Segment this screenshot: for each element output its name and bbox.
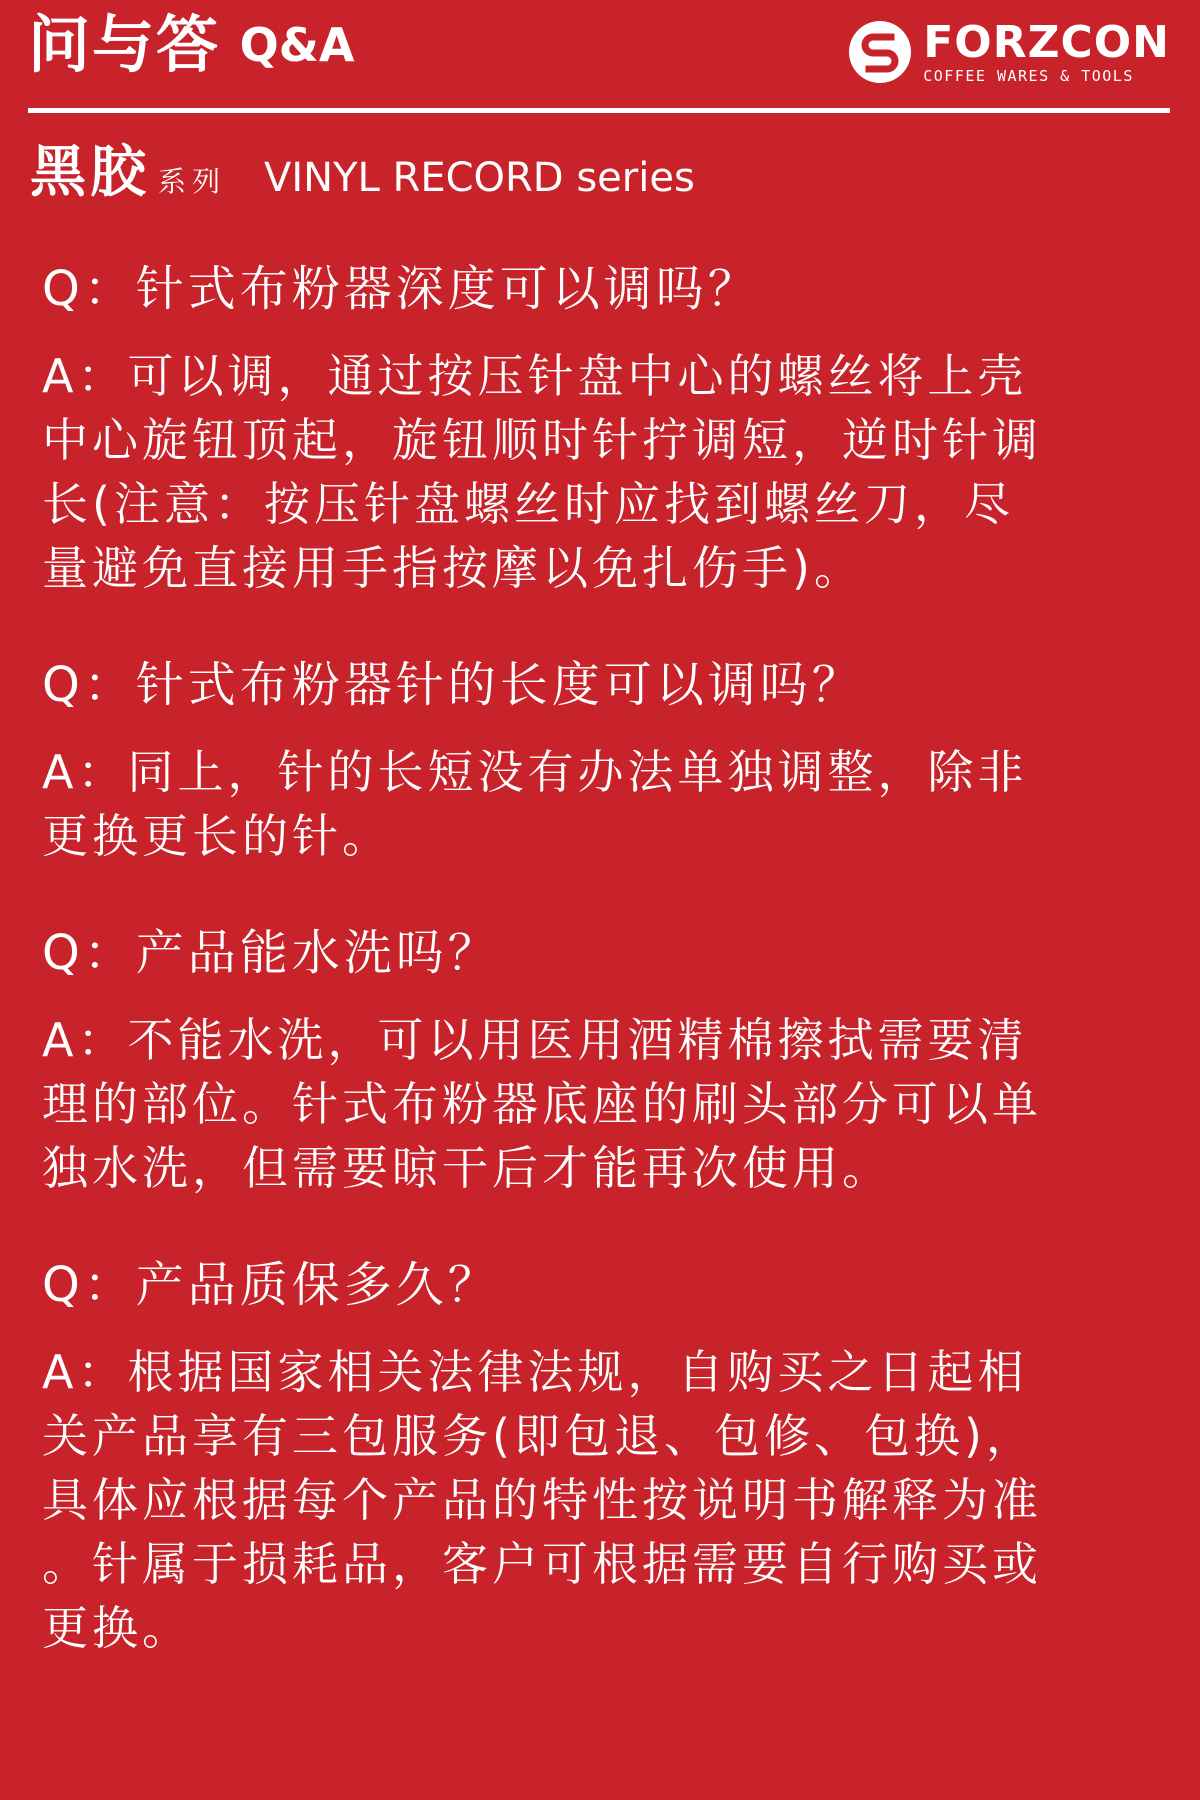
answer-line: A：根据国家相关法律法规，自购买之日起相 xyxy=(42,1345,1028,1399)
qa-list xyxy=(42,256,1162,1660)
qa-item xyxy=(42,920,1162,1200)
answer-line: A：同上，针的长短没有办法单独调整，除非 xyxy=(42,745,1028,799)
answer-line: A：可以调，通过按压针盘中心的螺丝将上壳 xyxy=(42,349,1028,403)
brand-name: FORZCON xyxy=(923,16,1170,68)
qa-item xyxy=(42,1252,1162,1660)
answer-line: 独水洗，但需要晾干后才能再次使用。 xyxy=(42,1141,892,1195)
question: Q：产品能水洗吗？ xyxy=(42,925,500,981)
answer xyxy=(42,1008,1162,1200)
qa-item xyxy=(42,256,1162,600)
series-heading xyxy=(30,128,695,205)
question: Q：针式布粉器深度可以调吗？ xyxy=(42,261,760,317)
answer-line: 具体应根据每个产品的特性按说明书解释为准 xyxy=(42,1473,1042,1527)
answer-line: 理的部位。针式布粉器底座的刷头部分可以单 xyxy=(42,1077,1042,1131)
brand-tagline: COFFEE WARES & TOOLS xyxy=(923,66,1134,85)
answer-line: 长(注意：按压针盘螺丝时应找到螺丝刀，尽 xyxy=(42,477,1014,531)
page-header xyxy=(28,8,1170,98)
series-suffix-cn: 系列 xyxy=(158,165,227,198)
brand-logo xyxy=(847,18,1170,86)
answer-line: 关产品享有三包服务(即包退、包修、包换)， xyxy=(42,1409,1036,1463)
brand-logo-icon xyxy=(847,19,913,85)
answer-line: 量避免直接用手指按摩以免扎伤手)。 xyxy=(42,541,864,595)
answer xyxy=(42,344,1162,600)
answer-line: 更换更长的针。 xyxy=(42,809,392,863)
question: Q：产品质保多久？ xyxy=(42,1257,500,1313)
answer-line: 中心旋钮顶起，旋钮顺时针拧调短，逆时针调 xyxy=(42,413,1042,467)
page-title xyxy=(28,8,355,81)
page-title-cn: 问与答 xyxy=(28,8,221,81)
series-name-en: VINYL RECORD series xyxy=(264,155,695,201)
answer xyxy=(42,740,1162,868)
answer-line: 更换。 xyxy=(42,1601,192,1655)
series-name-cn: 黑胶 xyxy=(30,140,150,205)
answer-line: 。针属于损耗品，客户可根据需要自行购买或 xyxy=(42,1537,1042,1591)
header-divider xyxy=(28,108,1170,113)
qa-item xyxy=(42,652,1162,868)
page-title-en: Q&A xyxy=(239,18,355,72)
answer-line: A：不能水洗，可以用医用酒精棉擦拭需要清 xyxy=(42,1013,1028,1067)
question: Q：针式布粉器针的长度可以调吗？ xyxy=(42,657,864,713)
answer xyxy=(42,1340,1162,1660)
